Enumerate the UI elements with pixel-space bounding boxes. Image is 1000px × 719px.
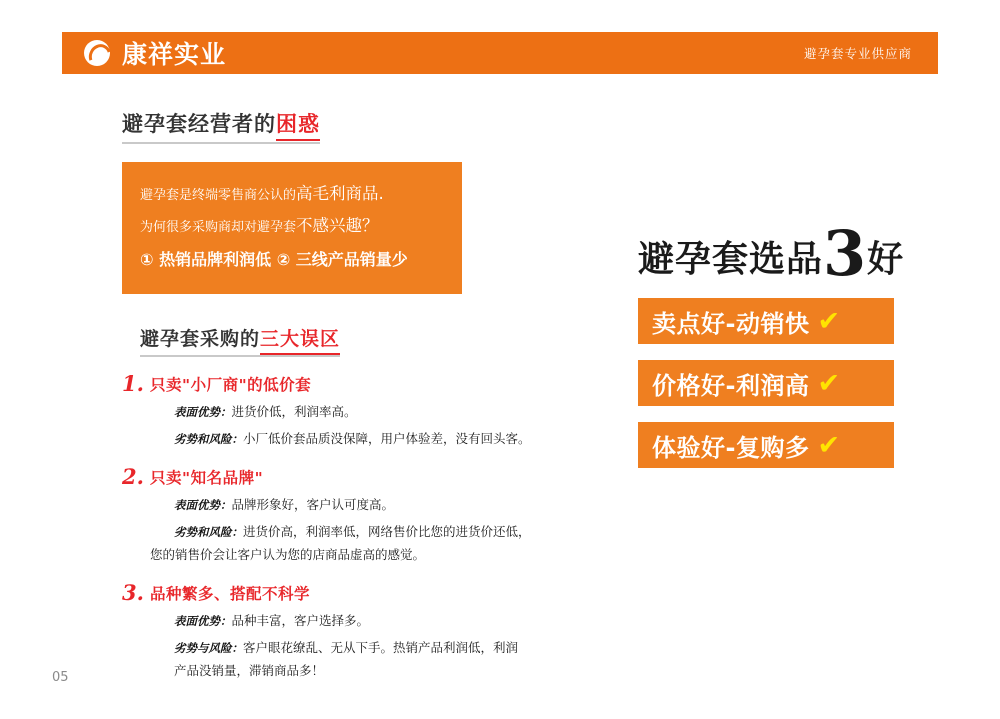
callout-line-2-emphasis: 不感兴趣？ <box>296 216 379 236</box>
callout-line-1 <box>140 178 444 210</box>
mistake-row-text: 您的销售价会让客户认为您的店商品虚高的感觉。 <box>150 547 426 563</box>
mistake-title: 只卖"小厂商"的低价套 <box>150 375 312 394</box>
mistake-row <box>174 429 622 450</box>
mistake-row-label: 劣势和风险： <box>174 525 243 540</box>
header-tagline: 避孕套专业供应商 <box>803 46 912 61</box>
swirl-logo-icon <box>84 40 110 66</box>
mistake-number: 3. <box>122 579 144 605</box>
mistake-row-text: 品牌形象好，客户认可度高。 <box>231 496 395 512</box>
page-number: 05 <box>52 670 69 685</box>
right-column <box>638 217 938 468</box>
benefit-bar <box>638 422 894 468</box>
mistake-row-label: 表面优势： <box>174 404 232 419</box>
section-title-mistakes-prefix: 避孕套采购的 <box>140 327 261 350</box>
callout-line-3: ① 热销品牌利润低 ② 三线产品销量少 <box>140 250 408 270</box>
callout-line-2 <box>140 210 444 242</box>
section-title-mistakes-highlight: 三大误区 <box>260 328 340 355</box>
mistake-number: 2. <box>122 463 144 489</box>
check-icon: ✔ <box>817 305 841 337</box>
mistake-row-label: 表面优势： <box>174 613 232 628</box>
mistake-title: 品种繁多、搭配不科学 <box>150 584 311 603</box>
mistake-row-text: 客户眼花缭乱、无从下手。热销产品利润低，利润 <box>243 640 519 656</box>
callout-line-1-normal: 避孕套是终端零售商公认的 <box>140 188 297 203</box>
benefit-bar-label: 价格好-利润高 <box>652 371 810 400</box>
right-headline-suffix: 好 <box>867 239 905 280</box>
mistake-row-text: 进货价低，利润率高。 <box>231 403 357 419</box>
section-title-confusion-highlight: 困惑 <box>276 112 320 141</box>
mistake-row <box>174 495 622 516</box>
benefit-bar-label: 体验好-复购多 <box>652 433 810 462</box>
mistake-row-label: 表面优势： <box>174 497 232 512</box>
callout-box <box>122 162 462 294</box>
left-column <box>122 108 622 682</box>
mistake-item <box>122 463 622 566</box>
mistake-row <box>174 522 622 543</box>
section-title-confusion-prefix: 避孕套经营者的 <box>122 112 276 136</box>
mistake-row <box>150 545 622 566</box>
mistake-number: 1. <box>122 370 144 396</box>
section-title-mistakes <box>140 324 340 357</box>
mistake-title: 只卖"知名品牌" <box>150 468 264 487</box>
mistake-row-text: 产品没销量，滞销商品多！ <box>174 662 325 678</box>
page-header <box>62 32 938 74</box>
mistake-row-label: 劣势和风险： <box>174 432 243 447</box>
benefit-bar-label: 卖点好-动销快 <box>652 309 810 338</box>
callout-line-1-emphasis: 高毛利商品. <box>296 184 384 203</box>
mistake-row <box>174 661 622 682</box>
check-icon: ✔ <box>817 429 841 461</box>
mistake-row-text: 小厂低价套品质没保障，用户体验差，没有回头客。 <box>243 431 531 447</box>
mistake-row-text: 进货价高，利润率低，网络售价比您的进货价还低， <box>243 524 531 540</box>
mistake-item <box>122 370 622 450</box>
right-headline <box>638 217 938 290</box>
section-title-confusion <box>122 108 320 144</box>
brand-name: 康祥实业 <box>122 40 227 69</box>
mistake-row-label: 劣势与风险： <box>174 641 243 656</box>
mistake-row-text: 品种丰富，客户选择多。 <box>231 612 370 628</box>
mistake-item <box>122 579 622 682</box>
right-headline-prefix: 避孕套选品 <box>638 239 824 280</box>
callout-line-2-normal: 为何很多采购商却对避孕套 <box>140 220 297 236</box>
mistake-row <box>174 402 622 423</box>
mistake-row <box>174 638 622 659</box>
right-headline-number: 3 <box>823 217 868 290</box>
check-icon: ✔ <box>817 367 841 399</box>
benefit-bar <box>638 298 894 344</box>
mistake-row <box>174 611 622 632</box>
benefit-bar <box>638 360 894 406</box>
